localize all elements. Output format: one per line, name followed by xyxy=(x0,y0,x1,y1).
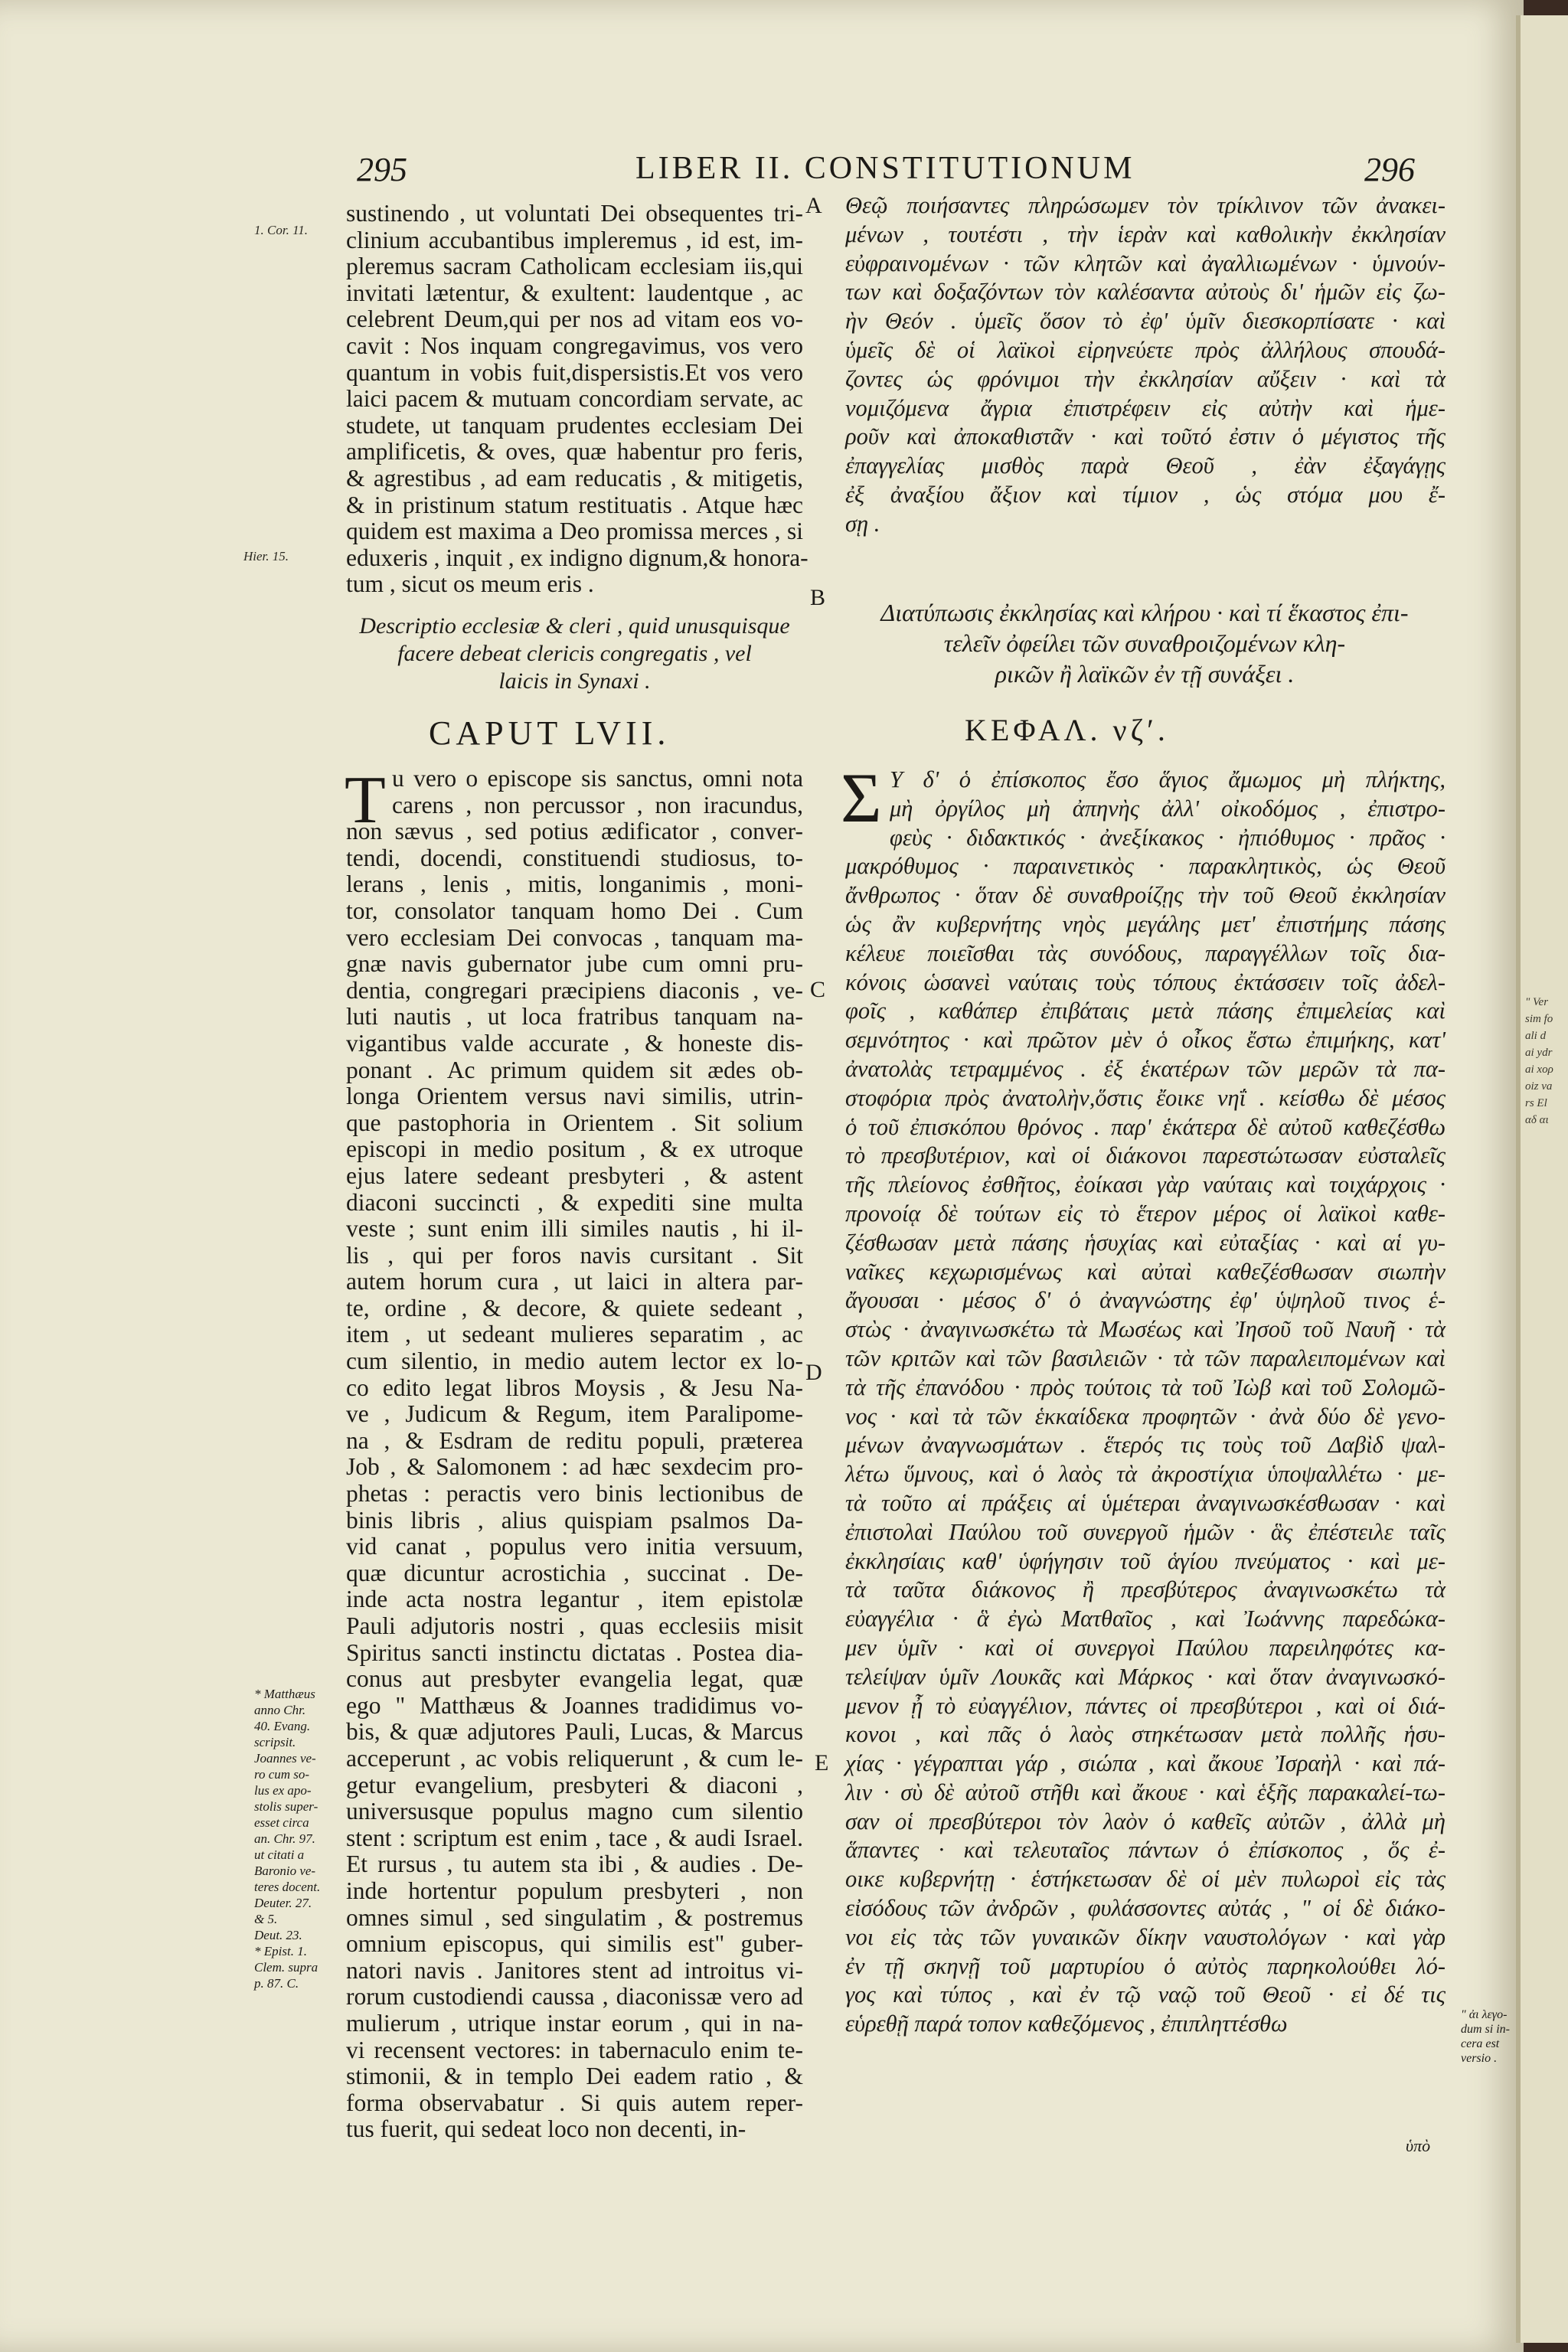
latin-line: clinium accubantibus impleremus , id est, im- xyxy=(346,226,803,253)
latin-line: lerans , lenis , mitis, longanimis , moni- xyxy=(346,871,803,898)
latin-line: vigantibus valde accurate , & honeste dis- xyxy=(346,1029,803,1057)
greek-line: τῶν κριτῶν καὶ τῶν βασιλειῶν · τὰ τῶν παραλειπομένων καὶ xyxy=(845,1344,1446,1371)
margin-note-line: Clem. supra xyxy=(254,1960,318,1975)
margin-letter-e: E xyxy=(815,1750,829,1775)
latin-line: inde hortentur populum presbyteri , non xyxy=(346,1877,803,1904)
latin-line: quantum in vobis fuit,dispersistis.Et vos vero xyxy=(346,358,803,386)
next-page-snippet: " Ver xyxy=(1525,996,1549,1008)
latin-line: forma observabatur . Si quis autem reper- xyxy=(346,2089,803,2116)
latin-heading-line: Descriptio ecclesiæ & cleri , quid unusquisque xyxy=(359,613,790,639)
latin-line: tum , sicut os meum eris . xyxy=(346,570,594,598)
latin-line: eduxeris , inquit , ex indigno dignum,& honora- xyxy=(346,544,808,571)
greek-line: φεὺς · διδακτικός · ἀνεξίκακος · ἠπιόθυμος · πρᾶος · xyxy=(890,824,1446,851)
greek-heading-line: τελεῖν ὀφείλει τῶν συναθροιζομένων κλη- xyxy=(943,629,1346,657)
latin-line: getur evangelium, presbyteri & diaconi , xyxy=(346,1771,803,1798)
greek-line: ροῦν καὶ ἀποκαθιστᾶν · καὶ τοῦτό ἐστιν ὁ μέγιστος τῆς xyxy=(845,423,1446,450)
margin-note-line: Deuter. 27. xyxy=(254,1896,312,1910)
greek-line: ζέσθωσαν μετὰ πάσης ἡσυχίας καὶ εὐταξίας · καὶ αἱ γυ- xyxy=(845,1229,1446,1256)
latin-heading-line: laicis in Synaxi . xyxy=(498,668,651,694)
page-number-right: 296 xyxy=(1364,151,1415,188)
latin-line: veste ; sunt enim illi similes nautis , hi il- xyxy=(346,1215,803,1243)
latin-line: omnium episcopus, qui similis est" guber- xyxy=(346,1930,803,1958)
greek-line: σεμνότητος · καὶ πρῶτον μὲν ὁ οἶκος ἔστω ἐπιμήκης, κατ' xyxy=(845,1027,1446,1054)
greek-line: τὸ πρεσβυτέριον, καὶ οἱ διάκονοι παρεστώτωσαν εὐσταλεῖς xyxy=(845,1142,1446,1169)
greek-line: ἐξ ἀναξίου ἄξιον καὶ τίμιον , ὡς στόμα μου ἔ- xyxy=(845,481,1446,508)
latin-line: na , & Esdram de reditu populi, præterea xyxy=(346,1426,803,1454)
greek-line: σαν οἱ πρεσβύτεροι τὸν λαὸν ὁ καθεῖς αὐτῶν , ἀλλὰ μὴ xyxy=(845,1808,1446,1834)
latin-line: bis, & quæ adjutores Pauli, Lucas, & Marcus xyxy=(346,1718,803,1746)
latin-line: co edito legat libros Moysis , & Jesu Na- xyxy=(346,1374,803,1401)
latin-line: amplificetis, & oves, quæ habentur pro feris, xyxy=(346,438,803,466)
latin-line: non sævus , sed potius ædificator , conver- xyxy=(346,818,803,845)
latin-line: lis , qui per foros navis cursitant . Sit xyxy=(346,1241,803,1269)
greek-line: μένων ἀναγνωσμάτων . ἕτερός τις τοὺς τοῦ Δαβὶδ ψαλ- xyxy=(845,1432,1446,1459)
margin-note-line: scripsit. xyxy=(254,1735,296,1749)
greek-line: στοφόρια πρὸς ἀνατολὴν,ὅστις ἔοικε νηΐ . κείσθω δὲ μέσος xyxy=(845,1084,1446,1111)
margin-note-line: dum si in- xyxy=(1461,2023,1510,2036)
greek-line: οικε κυβερνήτῃ · ἑστήκετωσαν δὲ οἱ μὲν πυλωροὶ εἰς τὰς xyxy=(845,1866,1446,1893)
next-page-edge xyxy=(1516,15,1568,2343)
latin-line: mulierum , utrique instar eorum , qui in na- xyxy=(346,2009,803,2037)
latin-line: cum silentio, in medio autem lector ex lo- xyxy=(346,1348,803,1375)
greek-line: ναῖκες κεχωρισμένως καὶ αὐταὶ καθεζέσθωσαν σιωπὴν xyxy=(845,1258,1446,1285)
latin-line: tendi, docendi, constituendi studiosus, to- xyxy=(346,844,803,871)
margin-letter-a: A xyxy=(805,193,822,218)
greek-line: κέλευε ποιεῖσθαι τὰς συνόδους, παραγγέλλων τοῖς δια- xyxy=(845,939,1446,966)
next-page-snippet: αδ αι xyxy=(1525,1114,1549,1126)
latin-line: acceperunt , ac vobis reliquerunt , & cum le- xyxy=(346,1744,803,1772)
greek-line: ἐπαγγελίας μισθὸς παρὰ Θεοῦ , ἐὰν ἐξαγάγῃς xyxy=(845,452,1446,479)
margin-note-hier: Hier. 15. xyxy=(243,549,289,564)
margin-note-line: Baronio ve- xyxy=(254,1864,316,1878)
greek-line: τὰ τῆς ἐπανόδου · πρὸς τούτοις τὰ τοῦ Ἰὼβ καὶ τοῦ Σολομῶ- xyxy=(845,1374,1446,1400)
margin-note-line: cera est xyxy=(1461,2037,1500,2050)
greek-chapter-summary xyxy=(842,597,1447,689)
latin-line: Spiritus sancti instinctu dictatas . Postea dia- xyxy=(346,1638,803,1666)
latin-line: carens , non percussor , non iracundus, xyxy=(392,791,803,818)
latin-line: item , ut sedeant mulieres separatim , ac xyxy=(346,1321,803,1348)
greek-line: λέτω ὕμνους, καὶ ὁ λαὸς τὰ ἀκροστίχια ὑποψαλλέτω · με- xyxy=(845,1461,1446,1488)
greek-line: ἄνθρωπος · ὅταν δὲ συναθροίζῃς τὴν τοῦ Θεοῦ ἐκκλησίαν xyxy=(845,882,1446,909)
latin-line: rorum custodiendi caussa , diaconissæ vero ad xyxy=(346,1983,803,2011)
latin-line: longa Orientem versus navi similis, utrin- xyxy=(346,1083,803,1110)
margin-note-line: & 5. xyxy=(254,1912,278,1926)
margin-note-line: p. 87. C. xyxy=(254,1976,299,1991)
page-number-left: 295 xyxy=(357,151,407,188)
latin-line: sustinendo , ut voluntati Dei obsequentes tri- xyxy=(346,200,803,227)
next-page-snippet: ai xορ xyxy=(1525,1063,1553,1076)
greek-text-top xyxy=(845,191,1446,539)
latin-text-body xyxy=(345,763,803,2143)
latin-chapter-heading: CAPUT LVII. xyxy=(429,714,671,752)
latin-line: vi recensent vectores: in tabernaculo enim te- xyxy=(346,2036,803,2063)
greek-line: ὁ τοῦ ἐπισκόπου θρόνος . παρ' ἑκάτερα δὲ αὐτοῦ καθεζέσθω xyxy=(845,1113,1446,1140)
greek-heading-line: ρικῶν ἢ λαϊκῶν ἐν τῇ συνάξει . xyxy=(995,660,1295,688)
next-page-snippet: ali d xyxy=(1525,1030,1547,1042)
latin-line: dentia, congregari præcipiens diaconis , ve- xyxy=(346,976,803,1004)
greek-line: χίας · γέγραπται γάρ , σιώπα , καὶ ἄκουε Ἰσραὴλ · καὶ πά- xyxy=(845,1750,1446,1777)
margin-note-line: stolis super- xyxy=(254,1799,318,1814)
greek-drop-cap: Σ xyxy=(841,759,882,837)
greek-line: κονοι , καὶ πᾶς ὁ λαὸς στηκέτωσαν μετὰ πολλῆς ἡσυ- xyxy=(845,1721,1446,1748)
greek-line: ἀνατολὰς τετραμμένος . ἐξ ἑκατέρων τῶν μερῶν τὰ πα- xyxy=(845,1055,1446,1082)
latin-line: studete, ut tanquam prudentes ecclesiam Dei xyxy=(346,411,803,439)
greek-line: νος · καὶ τὰ τῶν ἑκκαίδεκα προφητῶν · ἀνὰ δύο δὲ γενο- xyxy=(845,1403,1446,1429)
margin-note-line: 40. Evang. xyxy=(254,1719,311,1733)
next-page-snippet: rs El xyxy=(1525,1097,1547,1109)
greek-line: ὑμεῖς δὲ οἱ λαϊκοὶ εἰρηνεύετε πρὸς ἀλλήλους σπουδά- xyxy=(845,336,1446,363)
latin-line: ego " Matthæus & Joannes tradidimus vo- xyxy=(346,1691,803,1719)
latin-line: ejus latere sedeant presbyteri , & astent xyxy=(346,1161,803,1189)
margin-note-line: " ἀι λεγο- xyxy=(1461,2008,1508,2021)
margin-note-line: versio . xyxy=(1461,2052,1498,2065)
latin-line: gnæ navis gubernator jube cum omni pru- xyxy=(346,950,803,978)
latin-drop-cap: T xyxy=(345,763,386,838)
greek-line: ἄγουσαι · μέσος δ' ὁ ἀναγνώστης ἐφ' ὑψηλοῦ τινος ἑ- xyxy=(845,1287,1446,1314)
greek-line: κόνοις ὡσανεὶ ναύταις τοὺς τόπους ἐκτάσσειν τοῖς ἀδελ- xyxy=(845,969,1446,995)
margin-note-cor: 1. Cor. 11. xyxy=(254,223,309,237)
greek-chapter-heading: ΚΕΦΑΛ. νζʹ. xyxy=(965,713,1169,747)
greek-line: εὐαγγέλια · ἃ ἐγὼ Ματθαῖος , καὶ Ἰωάννης παρεδώκα- xyxy=(845,1606,1446,1632)
greek-line: λιν · σὺ δὲ αὐτοῦ στῆθι καὶ ἄκουε · καὶ ἑξῆς παρακαλεί-τω- xyxy=(845,1779,1446,1805)
latin-line: & in pristinum statum restituatis . Atque hæc xyxy=(346,491,803,518)
greek-line: εὐφραινομένων · τῶν κλητῶν καὶ ἀγαλλιωμένων · ὑμνούν- xyxy=(845,250,1446,276)
greek-heading-line: Διατύπωσις ἐκκλησίας καὶ κλήρου · καὶ τί ἕκαστος ἐπι- xyxy=(880,599,1409,626)
latin-line: stent : scriptum est enim , tace , & audi Israel. xyxy=(346,1824,803,1851)
latin-line: tor, consolator tanquam homo Dei . Cum xyxy=(346,897,803,924)
margin-note-line: teres docent. xyxy=(254,1880,321,1894)
greek-line: μὴ ὀργίλος μὴ ἀπηνὴς ἀλλ' οἰκοδόμος , ἐπιστρο- xyxy=(890,795,1446,822)
latin-line: binis libris , alius quispiam psalmos Da- xyxy=(346,1506,803,1534)
greek-line: ζοντες ὡς φρόνιμοι τὴν ἐκκλησίαν αὔξειν · καὶ τὰ xyxy=(845,365,1446,392)
greek-line: προνοίᾳ δὲ τούτων εἰς τὸ ἕτερον μέρος οἱ λαϊκοὶ καθε- xyxy=(845,1200,1446,1227)
latin-line: u vero o episcope sis sanctus, omni nota xyxy=(392,765,803,792)
next-page-snippet: ai ydr xyxy=(1525,1047,1553,1059)
latin-line: tus fuerit, qui sedeat loco non decenti, in- xyxy=(346,2115,746,2143)
latin-chapter-summary xyxy=(346,612,803,695)
greek-line: μένων , τουτέστι , τὴν ἱερὰν καὶ καθολικὴν ἐκκλησίαν xyxy=(845,220,1446,247)
latin-line: quæ dicuntur acrostichia , succinat . De- xyxy=(346,1559,803,1586)
greek-line: των καὶ δοξαζόντων τὸν καλέσαντα αὐτοὺς δι' ἡμῶν εἰς ζω- xyxy=(845,279,1446,305)
greek-line: μενον ᾖ τὸ εὐαγγέλιον, πάντες οἱ πρεσβύτεροι , καὶ οἱ διά- xyxy=(845,1692,1446,1719)
greek-line: ἅπαντες · καὶ τελευταῖος πάντων ὁ ἐπίσκοπος , ὅς ἐ- xyxy=(845,1837,1446,1864)
greek-line: νομιζόμενα ἄγρια ἐπιστρέφειν εἰς αὐτὴν καὶ ἡμε- xyxy=(845,394,1446,421)
latin-text-top xyxy=(346,200,808,598)
greek-line: φοῖς , καθάπερ ἐπιβάταις μετὰ πάσης ἐπιμελείας καὶ xyxy=(845,998,1446,1024)
latin-line: autem horum cura , ut laici in altera par- xyxy=(346,1268,803,1295)
greek-line: μακρόθυμος · παραινετικὸς · παρακλητικὸς, ὡς Θεοῦ xyxy=(845,853,1446,880)
next-page-snippet: oiz va xyxy=(1525,1080,1553,1093)
greek-line: μεν ὑμῖν · καὶ οἱ συνεργοὶ Παύλου παρειληφότες κα- xyxy=(845,1634,1446,1661)
latin-line: Pauli adjutoris nostri , quas ecclesiis misit xyxy=(346,1612,803,1639)
latin-line: cavit : Nos inquam congregavimus, vos vero xyxy=(346,332,803,359)
latin-line: Job , & Salomonem : ad hæc sexdecim pro- xyxy=(346,1453,803,1481)
margin-note-line: * Matthæus xyxy=(254,1687,315,1701)
greek-text-body xyxy=(845,766,1446,2039)
margin-note-line: an. Chr. 97. xyxy=(254,1831,315,1846)
latin-line: ponant . Ac primum quidem sit ædes ob- xyxy=(346,1056,803,1083)
latin-line: phetas : peractis vero binis lectionibus de xyxy=(346,1480,803,1508)
margin-letter-b: B xyxy=(810,585,826,610)
latin-line: episcopi in medio positum , & ex utroque xyxy=(346,1135,803,1163)
margin-note-line: Deut. 23. xyxy=(254,1928,302,1942)
greek-line: Υ δ' ὁ ἐπίσκοπος ἔσο ἅγιος ἄμωμος μὴ πλήκτης, xyxy=(890,766,1446,792)
latin-line: celebrent Deum,qui per nos ad vitam eos vo- xyxy=(346,305,803,333)
greek-line: ὴν Θεόν . ὑμεῖς ὅσον τὸ ἐφ' ὑμῖν διεσκορπίσατε · καὶ xyxy=(845,308,1446,335)
greek-line: ὡς ἂν κυβερνήτης νηὸς μεγάλης μετ' ἐπιστήμης πάσης xyxy=(845,910,1446,937)
margin-note-line: anno Chr. xyxy=(254,1703,306,1717)
greek-line: ἐπιστολαὶ Παύλου τοῦ συνεργοῦ ἡμῶν · ἃς ἐπέστειλε ταῖς xyxy=(845,1518,1446,1545)
latin-line: Et rursus , tu autem sta ibi , & audies . De- xyxy=(346,1851,803,1878)
next-page-snippet: sim fo xyxy=(1525,1013,1553,1025)
latin-line: stimonii, & in templo Dei eadem ratio , & xyxy=(346,2063,803,2090)
margin-note-line: ro cum so- xyxy=(254,1767,310,1782)
latin-line: invitati lætentur, & exultent: laudentque , ac xyxy=(346,279,803,306)
latin-line: universusque populus magno cum silentio xyxy=(346,1798,803,1825)
margin-note-right xyxy=(1461,2007,1514,2066)
latin-line: pleremus sacram Catholicam ecclesiam iis,qui xyxy=(346,253,803,280)
greek-line: νοι εἰς τὰς τῶν γυναικῶν δίκην ναυστολόγων · καὶ γὰρ xyxy=(845,1923,1446,1950)
running-title: LIBER II. CONSTITUTIONUM xyxy=(635,151,1135,186)
latin-line: quidem est maxima a Deo promissa merces , si xyxy=(346,518,803,545)
margin-letter-d: D xyxy=(805,1360,822,1385)
latin-heading-line: facere debeat clericis congregatis , vel xyxy=(397,641,752,666)
greek-line: εἰσόδους τῶν ἀνδρῶν , φυλάσσοντες αὐτάς , " οἱ δὲ διάκο- xyxy=(845,1895,1446,1922)
margin-note-line: lus ex apo- xyxy=(254,1783,312,1798)
latin-line: vero ecclesiam Dei convocas , tanquam ma- xyxy=(346,923,803,951)
latin-line: conus aut presbyter evangelia legat, quæ xyxy=(346,1665,803,1693)
latin-line: diaconi succincti , & expediti sine multa xyxy=(346,1188,803,1216)
greek-line: ἐκκλησίαις καθ' ὑφήγησιν τοῦ ἁγίου πνεύματος · καὶ με- xyxy=(845,1547,1446,1574)
latin-line: luti nautis , ut loca fratribus tanquam na- xyxy=(346,1003,803,1031)
margin-letter-c: C xyxy=(810,977,826,1002)
margin-note-line: ut citati a xyxy=(254,1847,305,1862)
greek-line: ἐν τῇ σκηνῇ τοῦ μαρτυρίου ὁ αὐτὸς παρηκολούθει λό- xyxy=(845,1952,1446,1979)
latin-line: laici pacem & mutuam concordiam servate, ac xyxy=(346,385,803,413)
latin-line: natori navis . Janitores stent ad introitus vi- xyxy=(346,1956,803,1984)
margin-note-line: Joannes ve- xyxy=(254,1751,316,1766)
greek-line: τῆς πλείονος ἐσθῆτος, ἐοίκασι γὰρ ναύταις καὶ τοιχάρχοις · xyxy=(845,1171,1446,1198)
latin-line: que pastophoria in Orientem . Sit solium xyxy=(346,1109,803,1136)
greek-line: τελείψαν ὑμῖν Λουκᾶς καὶ Μάρκος · καὶ ὅταν ἀναγινωσκό- xyxy=(845,1663,1446,1690)
latin-line: vid canat , populus vero initia versuum, xyxy=(346,1533,803,1560)
catchword: ὑπὸ xyxy=(1406,2136,1431,2155)
latin-line: ve , Judicum & Regum, item Paralipome- xyxy=(346,1400,803,1428)
margin-note-block xyxy=(254,1686,348,1991)
greek-line: τὰ ταῦτα διάκονος ἢ πρεσβύτερος ἀναγινωσκέτω τὰ xyxy=(845,1576,1446,1603)
latin-line: omnes simul , sed singulatim , & postremus xyxy=(346,1903,803,1931)
greek-line: τὰ τοῦτο αἱ πράξεις αἱ ὑμέτεραι ἀναγινωσκέσθωσαν · καὶ xyxy=(845,1489,1446,1516)
greek-line: Θεῷ ποιήσαντες πληρώσωμεν τὸν τρίκλινον τῶν ἀνακει- xyxy=(845,192,1446,218)
margin-note-line: esset circa xyxy=(254,1815,309,1830)
greek-line: στὼς · ἀναγινωσκέτω τὰ Μωσέως καὶ Ἰησοῦ τοῦ Ναυῆ · τὰ xyxy=(845,1316,1446,1343)
greek-line: εὑρεθῇ παρά τοπον καθεζόμενος , ἐπιπληττέσθω xyxy=(845,2011,1288,2037)
greek-line: σῃ . xyxy=(845,510,880,537)
latin-line: inde acta nostra legantur , item epistolæ xyxy=(346,1586,803,1613)
greek-line: γος καὶ τύπος , καὶ ἐν τῷ ναῷ τοῦ Θεοῦ · εἰ δέ τις xyxy=(845,1981,1446,2008)
latin-line: & agrestibus , ad eam reducatis , & mitigetis, xyxy=(346,464,803,492)
margin-note-line: * Epist. 1. xyxy=(254,1944,307,1958)
latin-line: te, ordine , & decore, & quiete sedeant , xyxy=(346,1294,803,1321)
